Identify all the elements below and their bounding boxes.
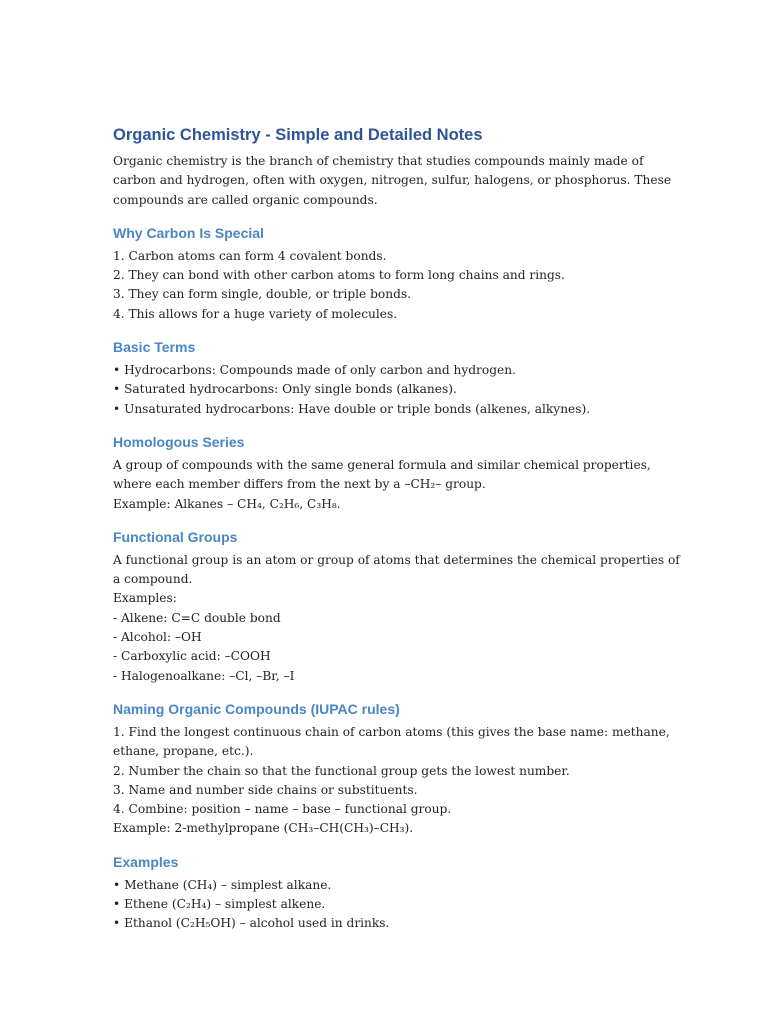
section-line: where each member differs from the next by a –CH₂– group. [113, 477, 486, 492]
section-line: 3. Name and number side chains or substituents. [113, 782, 418, 797]
section-line: 2. They can bond with other carbon atoms to form long chains and rings. [113, 268, 565, 283]
section-line: 1. Carbon atoms can form 4 covalent bonds. [113, 248, 387, 263]
section-line: A functional group is an atom or group of atoms that determines the chemical properties of [113, 552, 680, 567]
section-basic-terms [113, 336, 658, 419]
section-line: - Halogenoalkane: –Cl, –Br, –I [113, 668, 295, 683]
section-heading: Functional Groups [113, 528, 238, 545]
section-line: • Ethanol (C₂H₅OH) – alcohol used in drinks. [113, 916, 390, 931]
section-heading: Why Carbon Is Special [113, 224, 264, 241]
section-line: • Saturated hydrocarbons: Only single bonds (alkanes). [113, 382, 457, 397]
section-line: Examples: [113, 591, 177, 606]
section-why-carbon [113, 222, 658, 324]
document-title: Organic Chemistry - Simple and Detailed Notes [113, 126, 483, 144]
document-page [113, 122, 680, 934]
section-line: - Alkene: C=C double bond [113, 610, 281, 625]
intro-line: compounds are called organic compounds. [113, 192, 378, 207]
section-line: A group of compounds with the same general formula and similar chemical properties, [113, 457, 651, 472]
section-heading: Examples [113, 853, 179, 870]
section-line: Example: Alkanes – CH₄, C₂H₆, C₃H₈. [113, 496, 341, 511]
intro-line: Organic chemistry is the branch of chemistry that studies compounds mainly made of [113, 154, 644, 168]
section-line: 2. Number the chain so that the functional group gets the lowest number. [113, 763, 570, 778]
section-heading: Basic Terms [113, 339, 196, 356]
section-functional-groups [113, 526, 680, 686]
section-line: • Methane (CH₄) – simplest alkane. [113, 877, 332, 892]
section-line: 4. This allows for a huge variety of molecules. [113, 306, 398, 321]
section-line: - Carboxylic acid: –COOH [113, 649, 271, 664]
section-homologous-series [113, 431, 658, 514]
section-line: • Unsaturated hydrocarbons: Have double or triple bonds (alkenes, alkynes). [113, 401, 591, 416]
section-line: • Ethene (C₂H₄) – simplest alkene. [113, 897, 326, 912]
intro-paragraph [113, 152, 672, 210]
section-examples [113, 851, 658, 934]
section-naming-iupac [113, 698, 670, 839]
section-line: 3. They can form single, double, or triple bonds. [113, 287, 412, 302]
section-line: a compound. [113, 572, 193, 587]
section-line: Example: 2-methylpropane (CH₃–CH(CH₃)–CH₃). [113, 821, 414, 836]
section-line: - Alcohol: –OH [113, 630, 202, 645]
section-line: ethane, propane, etc.). [113, 744, 254, 759]
section-line: 4. Combine: position – name – base – functional group. [113, 802, 452, 817]
intro-line: carbon and hydrogen, often with oxygen, nitrogen, sulfur, halogens, or phosphorus. These [113, 173, 672, 188]
section-heading: Naming Organic Compounds (IUPAC rules) [113, 700, 400, 717]
section-heading: Homologous Series [113, 433, 245, 450]
section-line: • Hydrocarbons: Compounds made of only carbon and hydrogen. [113, 363, 516, 378]
section-line: 1. Find the longest continuous chain of carbon atoms (this gives the base name: methane, [113, 724, 670, 739]
